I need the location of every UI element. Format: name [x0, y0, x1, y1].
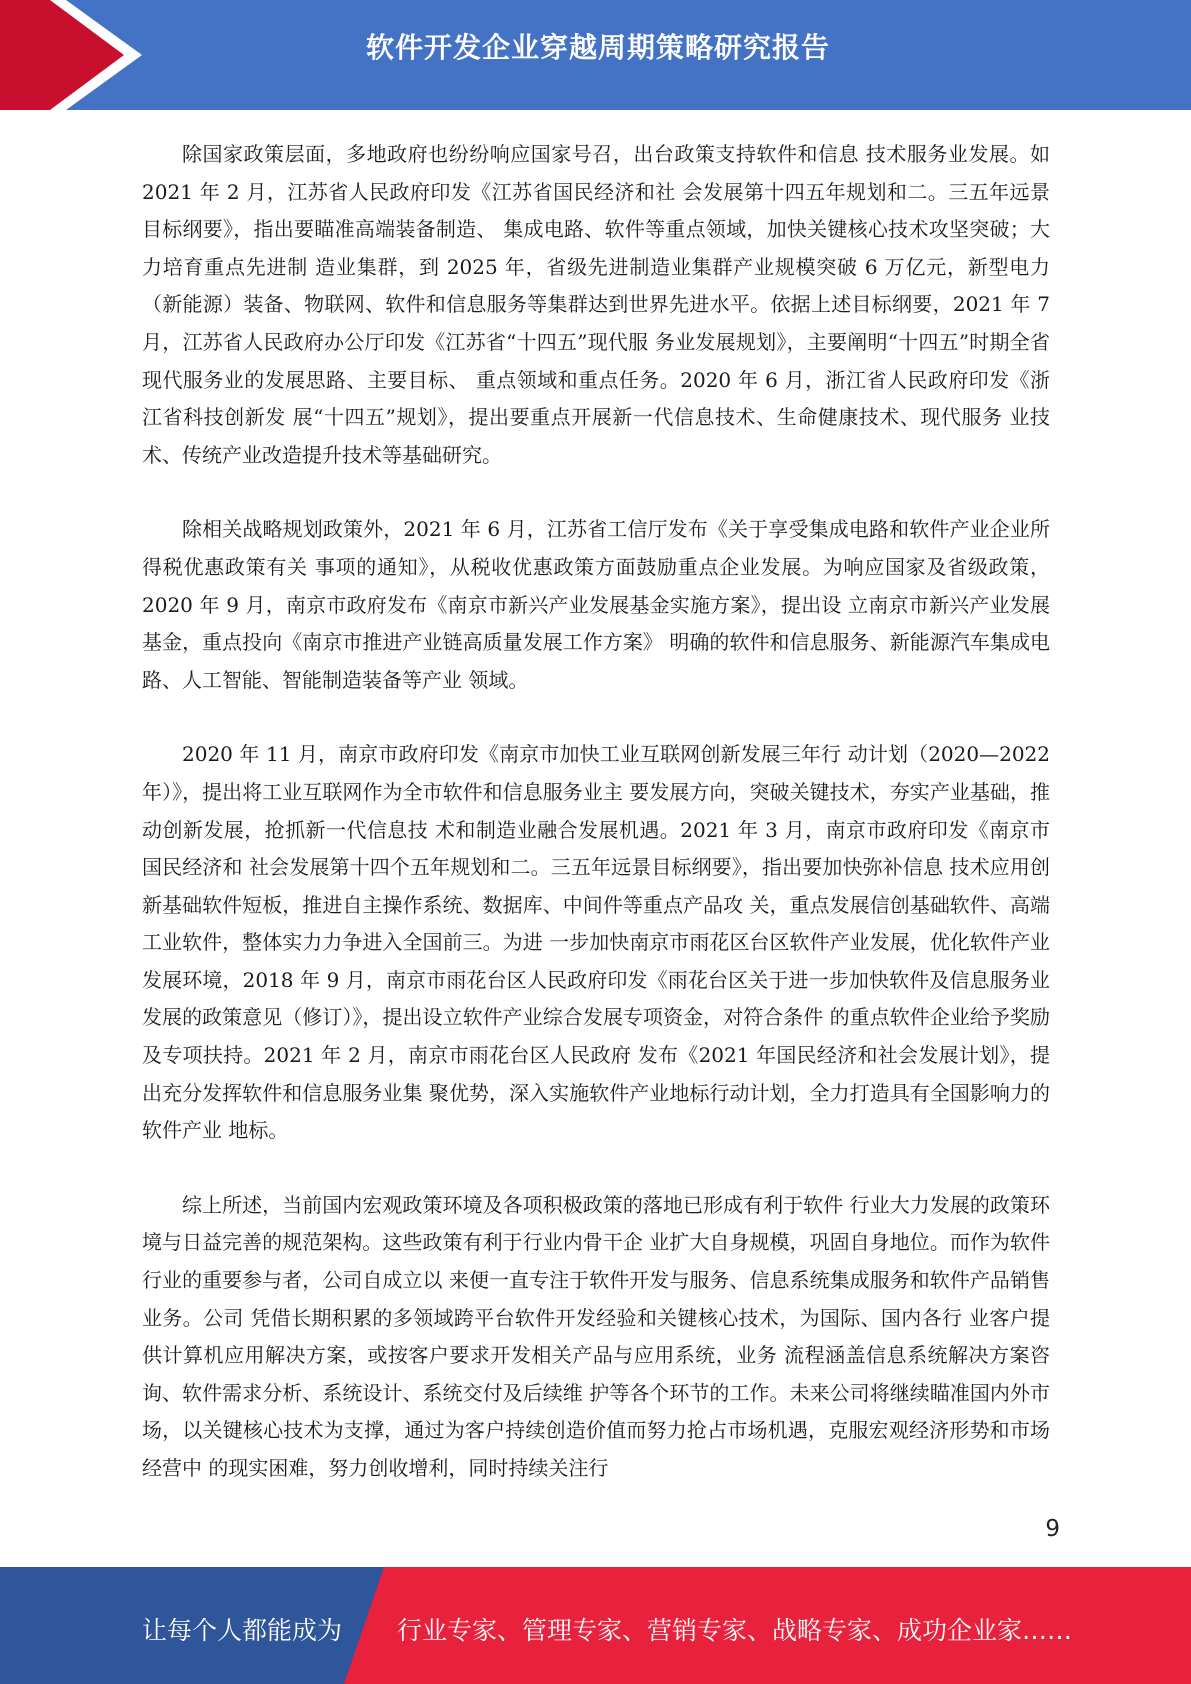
footer-slogan-left: 让每个人都能成为 — [142, 1616, 343, 1645]
header-arrow-decoration — [0, 0, 160, 110]
page-footer — [0, 1567, 1191, 1684]
paragraph: 2020 年 11 月，南京市政府印发《南京市加快工业互联网创新发展三年行 动计划（2020—2022 年）》，提出将工业互联网作为全市软件和信息服务业主 要发展方向，突破关键技术，夯实产业基础，推动创新发展，抢抓新一代信息技 术和制造业融合发展机遇。2021 年 3 月，南京市政府印发《南京市国民经济和 社会发展第十四个五年规划和二。三五年远景目标纲要》，指出要加快弥补信息 技术应用创新基础软件短板，推进自主操作系统、数据库、中间件等重点产品攻 关，重点发展信创基础软件、高端工业软件，整体实力力争进入全国前三。为进 一步加快南京市雨花区台区软件产业发展，优化软件产业发展环境，2018 年 9 月，南京市雨花台区人民政府印发《雨花台区关于进一步加快软件及信息服务业 发展的政策意见（修订）》，提出设立软件产业综合发展专项资金，对符合条件 的重点软件企业给予奖励及专项扶持。2021 年 2 月，南京市雨花台区人民政府 发布《2021 年国民经济和社会发展计划》，提出充分发挥软件和信息服务业集 聚优势，深入实施软件产业地标行动计划，全力打造具有全国影响力的软件产业 地标。 — [142, 742, 1050, 1143]
page-header — [0, 0, 1191, 110]
page-number: 9 — [1045, 1516, 1060, 1542]
paragraph: 综上所述，当前国内宏观政策环境及各项积极政策的落地已形成有利于软件 行业大力发展的政策环境与日益完善的规范架构。这些政策有利于行业内骨干企 业扩大自身规模，巩固自身地位。而作为软件行业的重要参与者，公司自成立以 来便一直专注于软件开发与服务、信息系统集成服务和软件产品销售业务。公司 凭借长期积累的多领域跨平台软件开发经验和关键核心技术，为国际、国内各行 业客户提供计算机应用解决方案，或按客户要求开发相关产品与应用系统，业务 流程涵盖信息系统解决方案咨询、软件需求分析、系统设计、系统交付及后续维 护等各个环节的工作。未来公司将继续瞄准国内外市场，以关键核心技术为支撑，通过为客户持续创造价值而努力抢占市场机遇，克服宏观经济形势和市场经营中 的现实困难，努力创收增利，同时持续关注行 — [142, 1192, 1050, 1480]
body-content — [142, 136, 1050, 1525]
paragraph: 除相关战略规划政策外，2021 年 6 月，江苏省工信厅发布《关于享受集成电路和软件产业企业所得税优惠政策有关 事项的通知》，从税收优惠政策方面鼓励重点企业发展。为响应国家及省级政策，2020 年 9 月，南京市政府发布《南京市新兴产业发展基金实施方案》，提出设 立南京市新兴产业发展基金，重点投向《南京市推进产业链高质量发展工作方案》 明确的软件和信息服务、新能源汽车集成电路、人工智能、智能制造装备等产业 领域。 — [142, 517, 1050, 692]
paragraph: 除国家政策层面，多地政府也纷纷响应国家号召，出台政策支持软件和信息 技术服务业发展。如 2021 年 2 月，江苏省人民政府印发《江苏省国民经济和社 会发展第十四五年规划和二。三五年远景目标纲要》，指出要瞄准高端装备制造、 集成电路、软件等重点领域，加快关键核心技术攻坚突破；大力培育重点先进制 造业集群，到 2025 年，省级先进制造业集群产业规模突破 6 万亿元，新型电力 （新能源）装备、物联网、软件和信息服务等集群达到世界先进水平。依据上述目标纲要，2021 年 7 月，江苏省人民政府办公厅印发《江苏省“十四五”现代服 务业发展规划》，主要阐明“十四五”时期全省现代服务业的发展思路、主要目标、 重点领域和重点任务。2020 年 6 月，浙江省人民政府印发《浙江省科技创新发 展“十四五”规划》，提出要重点开展新一代信息技术、生命健康技术、现代服务 业技术、传统产业改造提升技术等基础研究。 — [142, 142, 1050, 467]
footer-slogan-right: 行业专家、管理专家、营销专家、战略专家、成功企业家…… — [397, 1616, 1073, 1645]
report-title: 软件开发企业穿越周期策略研究报告 — [366, 31, 831, 64]
